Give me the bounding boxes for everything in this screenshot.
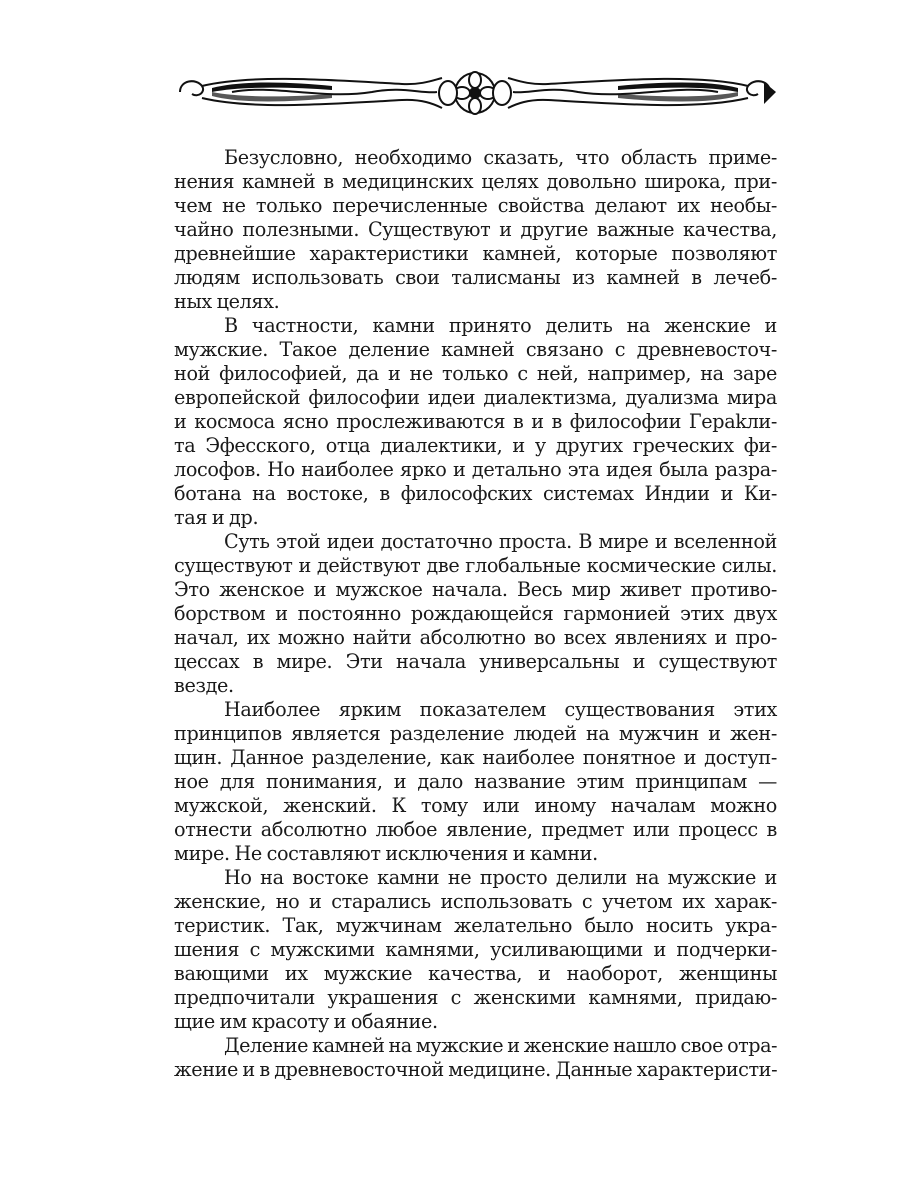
text-line: и космоса ясно прослеживаются в и в философии Гераkли- (174, 410, 777, 433)
text-line: та Эфесского, отца диалектики, и у других греческих фи- (174, 434, 777, 457)
text-line: ной философией, да и не только с ней, например, на заре (174, 362, 777, 385)
text-line: начал, их можно найти абсолютно во всех явлениях и про- (174, 626, 777, 649)
text-line: теристик. Так, мужчинам желательно было носить укра- (174, 914, 777, 937)
text-line: ботана на востоке, в философских системах Индии и Ки- (174, 482, 777, 505)
text-line: людям использовать свои талисманы из камней в лечеб- (174, 266, 777, 289)
text-line: вающими их мужские качества, и наоборот, женщины (174, 962, 777, 985)
decorative-header-ornament (172, 70, 778, 116)
text-line: Это женское и мужское начала. Весь мир живет противо- (174, 578, 777, 601)
text-line: Безусловно, необходимо сказать, что область приме- (224, 146, 777, 169)
text-line: древнейшие характеристики камней, которые позволяют (174, 242, 777, 265)
text-line: Суть этой идеи достаточно проста. В мире и вселенной (224, 530, 777, 553)
text-line: мужские. Такое деление камней связано с древневосточ- (174, 338, 777, 361)
text-line: женские, но и старались использовать с учетом их харак- (174, 890, 777, 913)
paragraph (174, 866, 777, 1034)
paragraph (174, 146, 777, 314)
paragraph (174, 530, 777, 698)
text-line: мире. Не составляют исключения и камни. (174, 842, 598, 865)
paragraph (174, 314, 777, 530)
text-line: везде. (174, 674, 234, 697)
text-line: европейской философии идеи диалектизма, дуализма мира (174, 386, 777, 409)
text-line: Но на востоке камни не просто делили на мужские и (224, 866, 777, 889)
text-line: принципов является разделение людей на мужчин и жен- (174, 722, 777, 745)
text-line: борством и постоянно рождающейся гармонией этих двух (174, 602, 777, 625)
text-line: шения с мужскими камнями, усиливающими и подчерки- (174, 938, 777, 961)
text-line: нения камней в медицинских целях довольно широка, при- (174, 170, 777, 193)
text-line: ное для понимания, и дало название этим принципам — (174, 770, 777, 793)
text-line: тая и др. (174, 506, 259, 529)
text-line: чем не только перечисленные свойства делают их необы- (174, 194, 777, 217)
text-line: существуют и действуют две глобальные космические силы. (174, 554, 777, 577)
paragraph (174, 698, 777, 866)
text-line: щин. Данное разделение, как наиболее понятное и доступ- (174, 746, 777, 769)
text-line: В частности, камни принято делить на женские и (224, 314, 777, 337)
paragraph (174, 1034, 777, 1082)
body-text (174, 146, 777, 1082)
text-line: ных целях. (174, 290, 280, 313)
text-line: чайно полезными. Существуют и другие важные качества, (174, 218, 777, 241)
text-line: Деление камней на мужские и женские нашло свое отра- (224, 1034, 777, 1057)
text-line: мужской, женский. К тому или иному началам можно (174, 794, 777, 817)
text-line: щие им красоту и обаяние. (174, 1010, 438, 1033)
text-line: жение и в древневосточной медицине. Данные характеристи- (174, 1058, 778, 1081)
text-line: цессах в мире. Эти начала универсальны и существуют (174, 650, 777, 673)
text-line: лософов. Но наиболее ярко и детально эта идея была разра- (174, 458, 777, 481)
text-line: отнести абсолютно любое явление, предмет или процесс в (174, 818, 777, 841)
text-line: предпочитали украшения с женскими камнями, придаю- (174, 986, 777, 1009)
text-line: Наиболее ярким показателем существования этих (224, 698, 777, 721)
